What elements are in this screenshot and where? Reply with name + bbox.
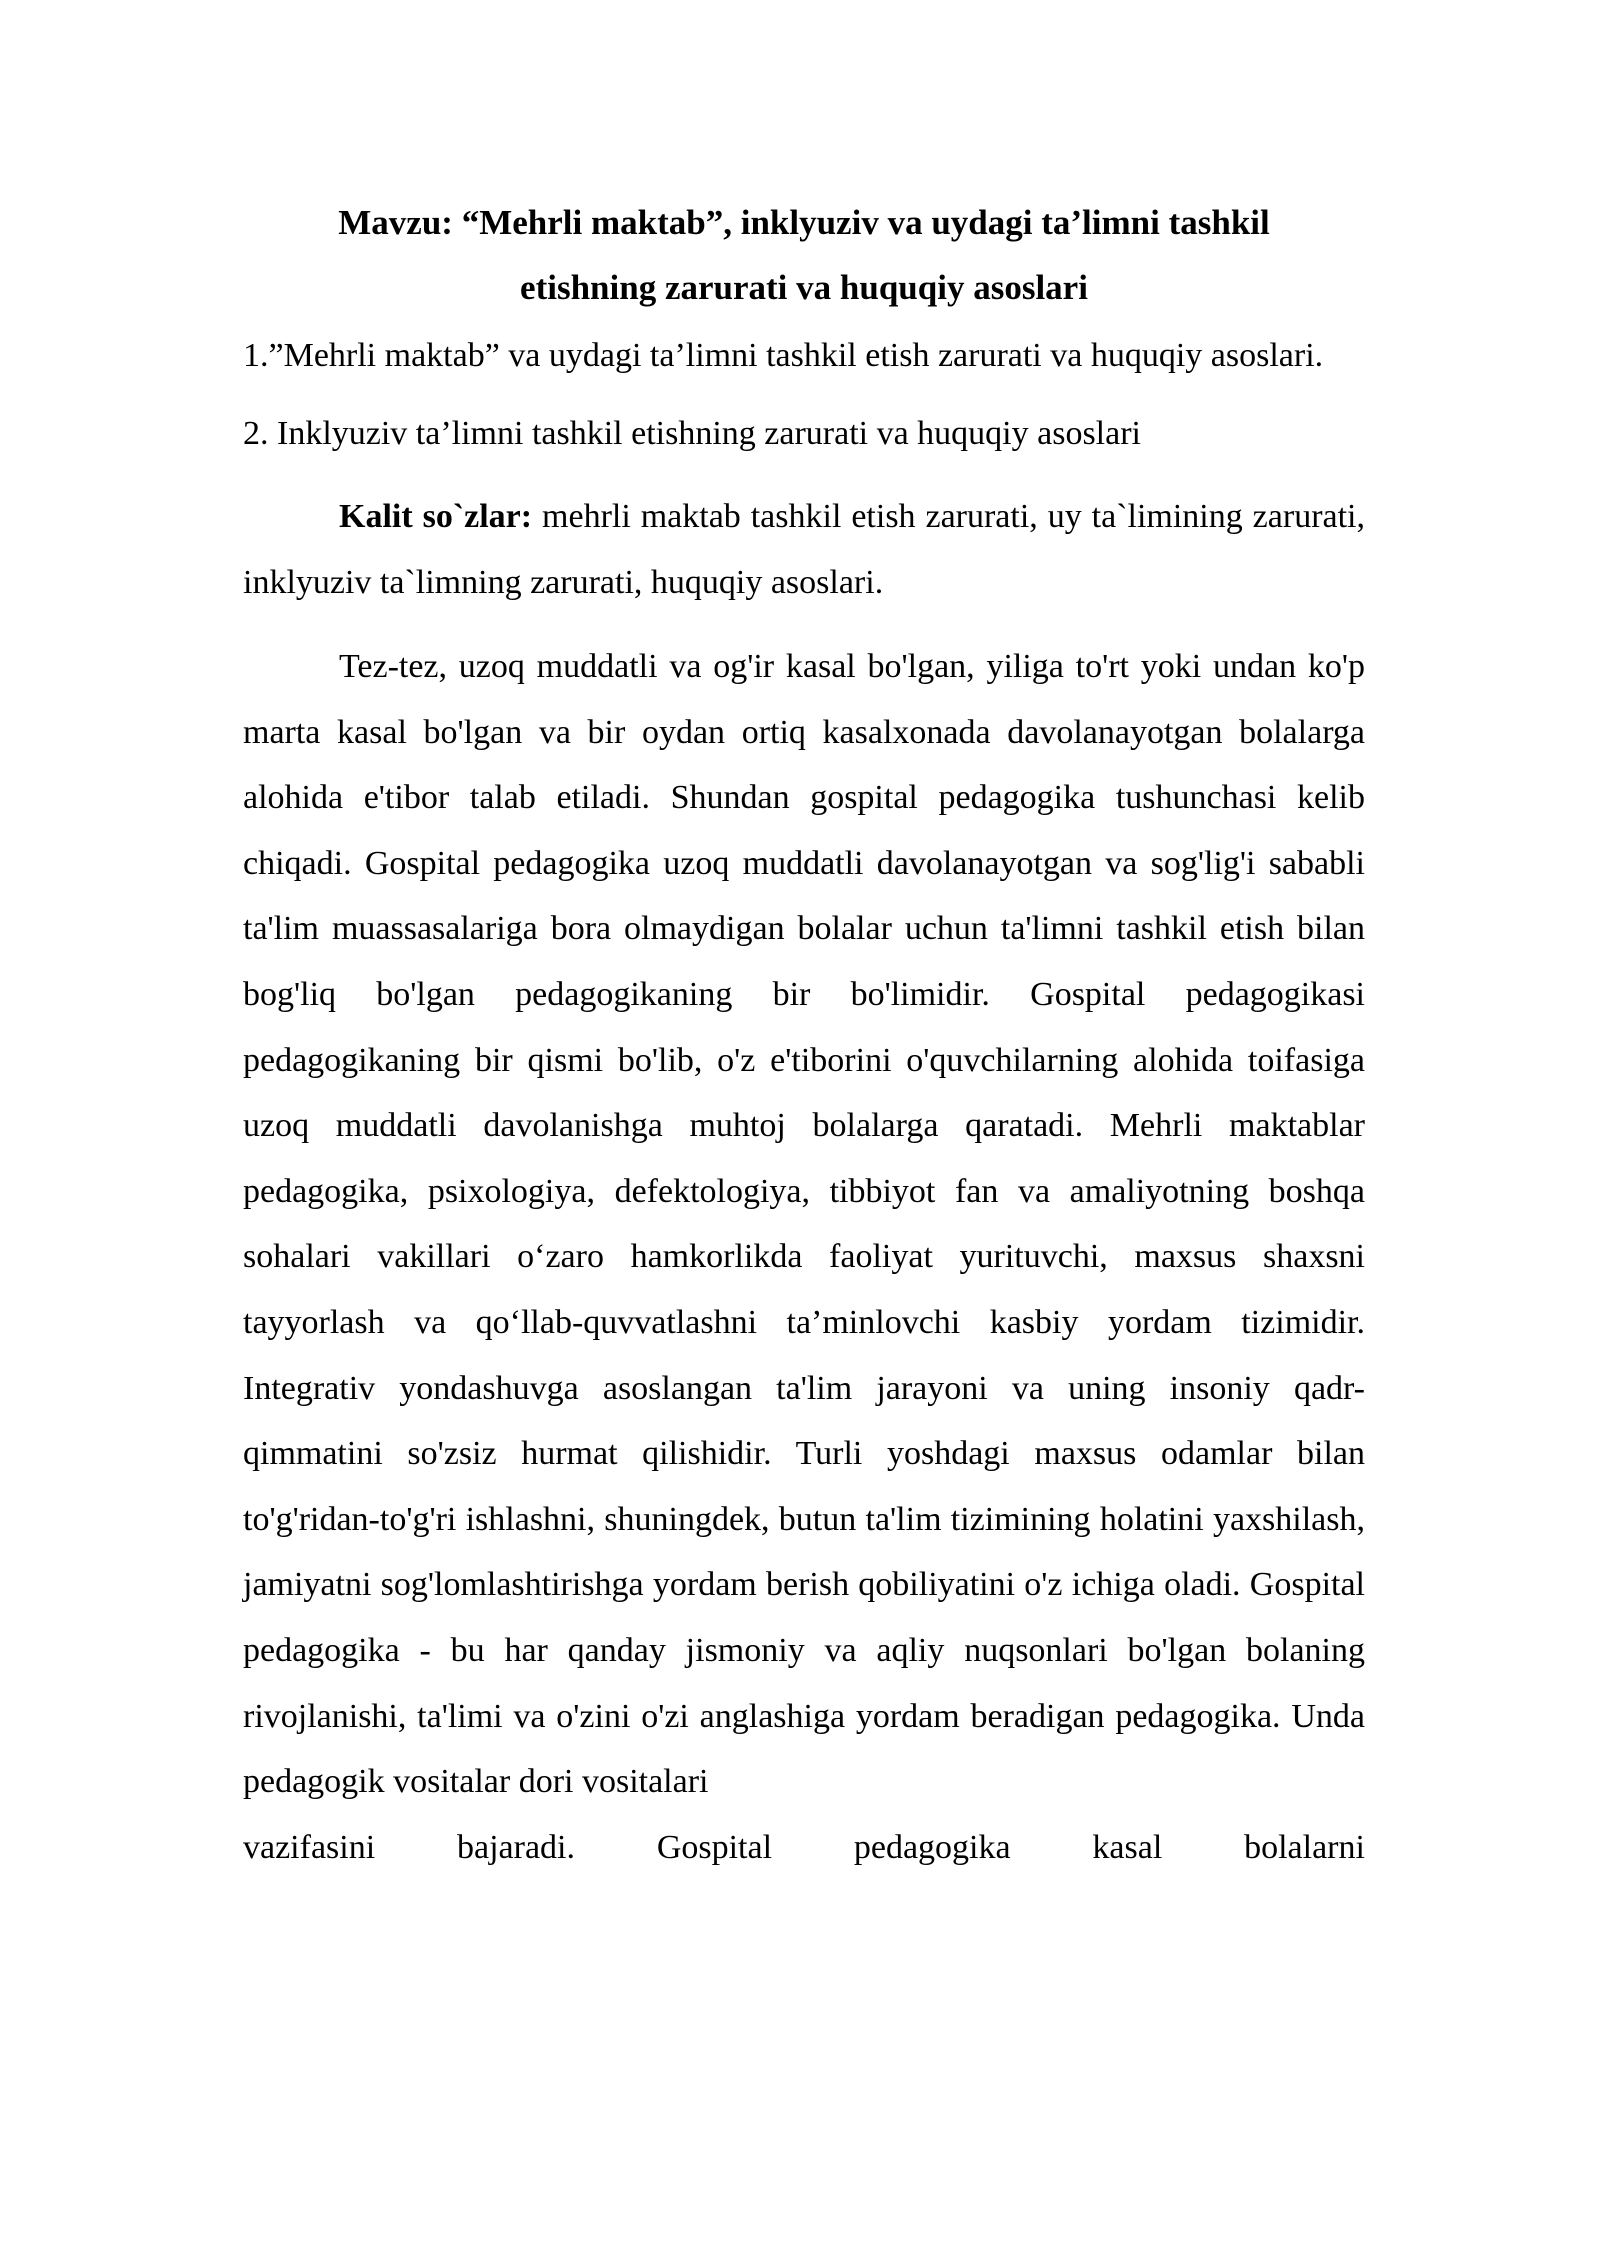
last-line-word: bolalarni [1244, 1828, 1365, 1866]
document-title [243, 190, 1365, 320]
document-content [243, 190, 1365, 1880]
title-line-1: Mavzu: “Mehrli maktab”, inklyuziv va uydagi ta’limni tashkil [338, 203, 1270, 242]
last-line-word: vazifasini [243, 1828, 376, 1866]
title-line-2: etishning zarurati va huquqiy asoslari [520, 268, 1088, 307]
body-paragraph: Tez-tez, uzoq muddatli va og'ir kasal bo'lgan, yiliga to'rt yoki undan ko'p marta kasal bo'lgan va bir oydan ortiq kasalxonada davolanayotgan bolalarga alohida e'tibor talab etiladi. Shundan gospital pedagogika tushunchasi kelib chiqadi. Gospital pedagogika uzoq muddatli davolanayotgan va sog'lig'i sababli ta'lim muassasalariga bora olmaydigan bolalar uchun ta'limni tashkil etish bilan bog'liq bo'lgan pedagogikaning bir bo'limidir. Gospital pedagogikasi pedagogikaning bir qismi bo'lib, o'z e'tiborini o'quvchilarning alohida toifasiga uzoq muddatli davolanishga muhtoj bolalarga qaratadi. Mehrli maktablar pedagogika, psixologiya, defektologiya, tibbiyot fan va amaliyotning boshqa sohalari vakillari o‘zaro hamkorlikda faoliyat yurituvchi, maxsus shaxsni tayyorlash va qo‘llab-quvvatlashni ta’minlovchi kasbiy yordam tizimidir. Integrativ yondashuvga asoslangan ta'lim jarayoni va uning insoniy qadr-qimmatini so'zsiz hurmat qilishidir. Turli yoshdagi maxsus odamlar bilan to'g'ridan-to'g'ri ishlashni, shuningdek, butun ta'lim tizimining holatini yaxshilash, jamiyatni sog'lomlashtirishga yordam berish qobiliyatini o'z ichiga oladi. Gospital pedagogika - bu har qanday jismoniy va aqliy nuqsonlari bo'lgan bolaning rivojlanishi, ta'limi va o'zini o'zi anglashiga yordam beradigan pedagogika. Unda pedagogik vositalar dori vositalari [243, 648, 1365, 1801]
outline-item-1: 1.”Mehrli maktab” va uydagi ta’limni tashkil etish zarurati va huquqiy asoslari. [243, 337, 1324, 374]
last-line-word: pedagogika [853, 1828, 1011, 1866]
last-line-word: Gospital [656, 1828, 773, 1866]
outline-item-2: 2. Inklyuziv ta’limni tashkil etishning zarurati va huquqiy asoslari [243, 415, 1141, 452]
last-line-word: bajaradi. [457, 1828, 575, 1866]
last-line-word: kasal [1092, 1828, 1163, 1866]
keywords-paragraph [243, 484, 1365, 616]
keywords-label: Kalit so`zlar: [339, 498, 533, 535]
body-paragraph-last-line [243, 1815, 1365, 1881]
keywords-text: mehrli maktab tashkil etish zarurati, uy ta`limining zarurati, inklyuziv ta`limning zarurati, huquqiy asoslari. [243, 498, 1365, 601]
